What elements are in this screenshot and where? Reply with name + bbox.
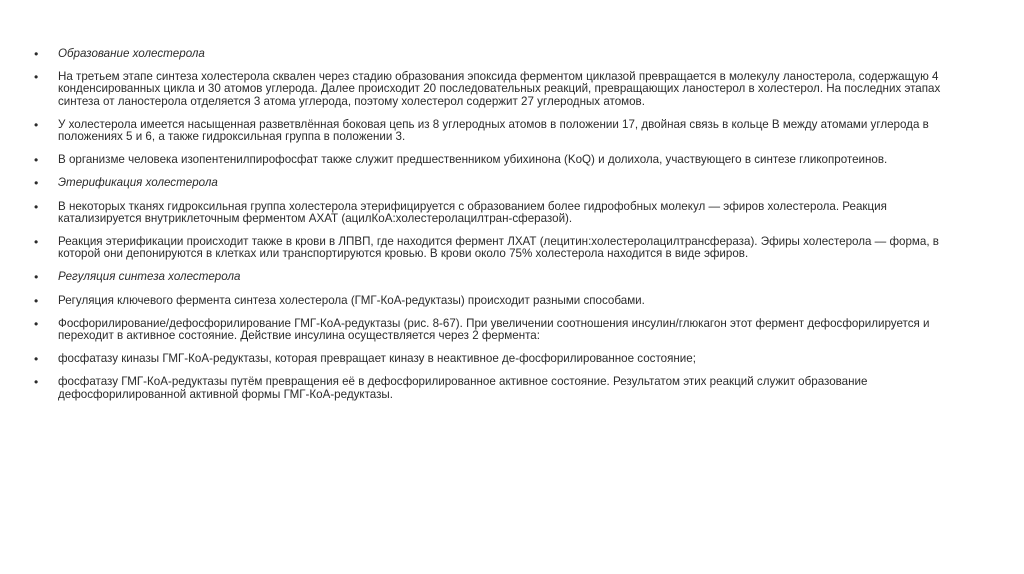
- bullet-item: • В некоторых тканях гидроксильная группа холестерола этерифицируется с образованием более гидрофобных молекул — эфиров холестерола. Реакция катализируется внутриклеточным ферментом АХАТ (ацилКоА:холестеролацилтран-сферазой).: [34, 201, 964, 225]
- bullet-heading-esterification: • Этерификация холестерола: [34, 177, 964, 189]
- bullet-item: • В организме человека изопентенилпирофосфат также служит предшественником убихинона (KoQ) и долихола, участвующего в синтезе гликопротеинов.: [34, 154, 964, 166]
- bullet-item: • Фосфорилирование/дефосфорилирование ГМГ-КоА-редуктазы (рис. 8-67). При увеличении соотношения инсулин/глюкагон этот фермент дефосфорилируется и переходит в активное состояние. Действие инсулина осуществляется через 2 фермента:: [34, 318, 964, 342]
- bullet-heading-cholesterol-formation: • Образование холестерола: [34, 48, 964, 60]
- bullet-list: [34, 48, 964, 412]
- bullet-item: • Регуляция ключевого фермента синтеза холестерола (ГМГ-КоА-редуктазы) происходит разными способами.: [34, 295, 964, 307]
- bullet-item: • У холестерола имеется насыщенная разветвлённая боковая цепь из 8 углеродных атомов в положении 17, двойная связь в кольце В между атомами углерода в положениях 5 и 6, а также гидроксильная группа в положении 3.: [34, 119, 964, 143]
- bullet-item: • На третьем этапе синтеза холестерола сквален через стадию образования эпоксида ферментом циклазой превращается в молекулу ланостерола, содержащую 4 конденсированных цикла и 30 атомов углерода. Далее происходит 20 последовательных реакций, превращающих ланостерол в холестерол. На последних этапах синтеза от ланостерола отделяется 3 атома углерода, поэтому холестерол содержит 27 углеродных атомов.: [34, 71, 964, 108]
- bullet-item: • фосфатазу киназы ГМГ-КоА-редуктазы, которая превращает киназу в неактивное де-фосфорилированное состояние;: [34, 353, 964, 365]
- bullet-heading-regulation: • Регуляция синтеза холестерола: [34, 271, 964, 283]
- bullet-item: • фосфатазу ГМГ-КоА-редуктазы путём превращения её в дефосфорилированное активное состояние. Результатом этих реакций служит образование дефосфорилированной активной формы ГМГ-КоА-редуктазы.: [34, 376, 964, 400]
- bullet-item: • Реакция этерификации происходит также в крови в ЛПВП, где находится фермент ЛХАТ (лецитин:холестеролацилтрансфераза). Эфиры холестерола — форма, в которой они депонируются в клетках или транспортируются кровью. В крови около 75% холестерола находится в виде эфиров.: [34, 236, 964, 260]
